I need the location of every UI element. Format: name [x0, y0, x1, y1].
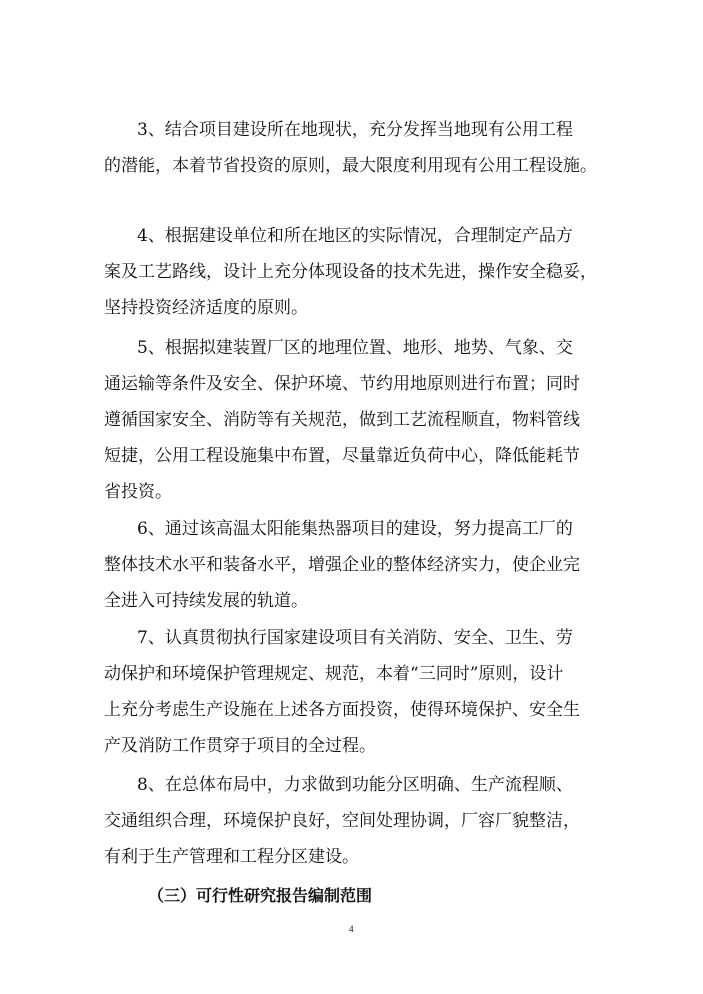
paragraph-4-line-1: 4、根据建设单位和所在地区的实际情况，合理制定产品方: [137, 226, 573, 246]
paragraph-4-line-3: 坚持投资经济适度的原则。: [104, 298, 308, 318]
paragraph-6-line-2: 整体技术水平和装备水平，增强企业的整体经济实力，使企业完: [104, 555, 580, 575]
paragraph-6-line-1: 6、通过该高温太阳能集热器项目的建设，努力提高工厂的: [137, 519, 573, 539]
paragraph-3-line-2: 的潜能，本着节省投资的原则，最大限度利用现有公用工程设施。: [104, 156, 597, 176]
paragraph-8-line-3: 有利于生产管理和工程分区建设。: [104, 847, 359, 867]
paragraph-7-line-3: 上充分考虑生产设施在上述各方面投资，使得环境保护、安全生: [104, 700, 580, 720]
paragraph-5-line-2: 通运输等条件及安全、保护环境、节约用地原则进行布置；同时: [104, 374, 580, 394]
paragraph-8-line-1: 8、在总体布局中，力求做到功能分区明确、生产流程顺、: [137, 775, 573, 795]
paragraph-5-line-3: 遵循国家安全、消防等有关规范，做到工艺流程顺直，物料管线: [104, 410, 580, 430]
paragraph-6-line-3: 全进入可持续发展的轨道。: [104, 591, 308, 611]
paragraph-3-line-1: 3、结合项目建设所在地现状，充分发挥当地现有公用工程: [137, 120, 573, 140]
paragraph-7-line-4: 产及消防工作贯穿于项目的全过程。: [104, 736, 376, 756]
paragraph-5-line-4: 短捷，公用工程设施集中布置，尽量靠近负荷中心，降低能耗节: [104, 446, 580, 466]
paragraph-8-line-2: 交通组织合理，环境保护良好，空间处理协调，厂容厂貌整洁，: [104, 811, 580, 831]
page-number: 4: [349, 924, 354, 934]
paragraph-7-line-2: 动保护和环境保护管理规定、规范，本着“三同时”原则，设计: [104, 664, 564, 684]
paragraph-7-line-1: 7、认真贯彻执行国家建设项目有关消防、安全、卫生、劳: [137, 628, 573, 648]
section-heading: （三）可行性研究报告编制范围: [148, 886, 373, 905]
paragraph-5-line-5: 省投资。: [104, 482, 172, 502]
paragraph-4-line-2: 案及工艺路线，设计上充分体现设备的技术先进，操作安全稳妥，: [104, 262, 597, 282]
paragraph-5-line-1: 5、根据拟建装置厂区的地理位置、地形、地势、气象、交: [137, 338, 573, 358]
